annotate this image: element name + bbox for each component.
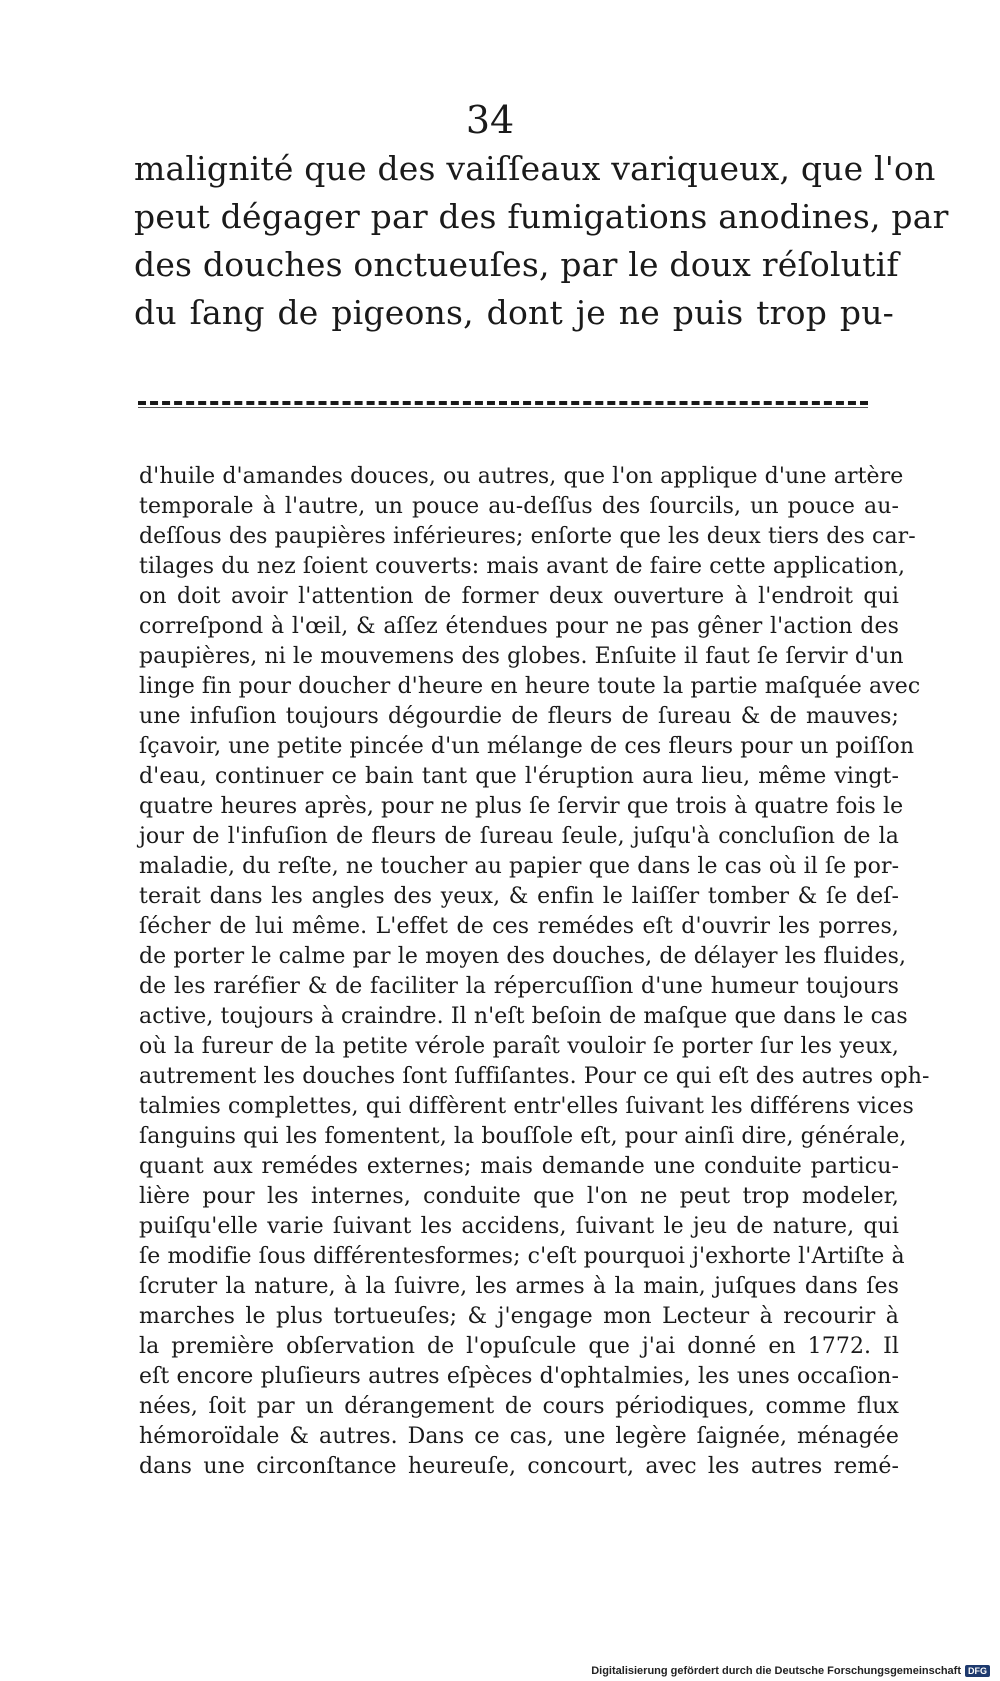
text-line: lière pour les internes, conduite que l'on ne peut trop modeler,: [139, 1184, 899, 1209]
page-number: 34: [465, 98, 515, 142]
text-line: talmies complettes, qui diffèrent entr'elles ſuivant les différens vices: [139, 1094, 914, 1119]
text-line: ſanguins qui les fomentent, la bouſſole eſt, pour ainſi dire, générale,: [139, 1124, 907, 1149]
text-line: du ſang de pigeons, dont je ne puis trop pu-: [134, 293, 894, 332]
text-line: tilages du nez ſoient couverts: mais avant de faire cette application,: [139, 554, 906, 579]
digitization-footer: [591, 1665, 990, 1677]
text-line: ſécher de lui même. L'effet de ces remédes eſt d'ouvrir les porres,: [139, 914, 899, 939]
text-line: quatre heures après, pour ne plus ſe ſervir que trois à quatre fois le: [139, 794, 904, 819]
body-text-block: [139, 462, 930, 1482]
text-line: une infuſion toujours dégourdie de fleurs de ſureau & de mauves;: [139, 704, 899, 729]
text-line: paupières, ni le mouvemens des globes. Enſuite il faut ſe ſervir d'un: [139, 644, 904, 669]
text-line: active, toujours à craindre. Il n'eſt beſoin de maſque que dans le cas: [139, 1004, 908, 1029]
text-line: dans une circonſtance heureuſe, concourt, avec les autres remé-: [139, 1454, 899, 1479]
text-line: on doit avoir l'attention de former deux ouverture à l'endroit qui: [139, 584, 899, 609]
text-line: de les raréfier & de faciliter la répercuſſion d'une humeur toujours: [139, 974, 899, 999]
dfg-logo: DFG: [965, 1665, 990, 1677]
text-line: la première obſervation de l'opuſcule que j'ai donné en 1772. Il: [139, 1334, 899, 1359]
text-line: eſt encore pluſieurs autres eſpèces d'ophtalmies, les unes occaſion-: [139, 1364, 899, 1389]
text-line: nées, ſoit par un dérangement de cours périodiques, comme flux: [139, 1394, 899, 1419]
text-line: ſcruter la nature, à la ſuivre, les armes à la main, juſques dans ſes: [139, 1274, 899, 1299]
text-line: ſçavoir, une petite pincée d'un mélange de ces fleurs pour un poiſſon: [139, 734, 915, 759]
text-line: où la fureur de la petite vérole paraît vouloir ſe porter ſur les yeux,: [139, 1034, 899, 1059]
text-line: de porter le calme par le moyen des douches, de délayer les fluides,: [139, 944, 907, 969]
text-line: malignité que des vaiſſeaux variqueux, que l'on: [134, 149, 936, 188]
text-line: d'eau, continuer ce bain tant que l'éruption aura lieu, même vingt-: [139, 764, 899, 789]
top-text-block: [134, 145, 949, 337]
text-line: linge fin pour doucher d'heure en heure toute la partie maſquée avec: [139, 674, 921, 699]
text-line: temporale à l'autre, un pouce au-deſſus des ſourcils, un pouce au-: [139, 494, 899, 519]
text-line: jour de l'infuſion de fleurs de ſureau ſeule, juſqu'à concluſion de la: [139, 824, 899, 849]
text-line: puiſqu'elle varie ſuivant les accidens, ſuivant le jeu de nature, qui: [139, 1214, 899, 1239]
section-divider: [138, 401, 868, 411]
text-line: terait dans les angles des yeux, & enfin le laiſſer tomber & ſe deſ-: [139, 884, 899, 909]
text-line: marches le plus tortueuſes; & j'engage mon Lecteur à recourir à: [139, 1304, 899, 1329]
text-line: quant aux remédes externes; mais demande une conduite particu-: [139, 1154, 899, 1179]
text-line: maladie, du reſte, ne toucher au papier que dans le cas où il ſe por-: [139, 854, 900, 879]
text-line: peut dégager par des fumigations anodines, par: [134, 197, 949, 236]
text-line: hémoroïdale & autres. Dans ce cas, une legère ſaignée, ménagée: [139, 1424, 899, 1449]
text-line: deſſous des paupières inférieures; enſorte que les deux tiers des car-: [139, 524, 916, 549]
footer-text: Digitalisierung gefördert durch die Deutsche Forschungsgemeinschaft: [591, 1665, 961, 1677]
text-line: correſpond à l'œil, & aſſez étendues pour ne pas gêner l'action des: [139, 614, 899, 639]
text-line: ſe modifie ſous différentesformes; c'eſt pourquoi j'exhorte l'Artiſte à: [139, 1244, 905, 1269]
text-line: autrement les douches ſont ſuffiſantes. Pour ce qui eſt des autres oph-: [139, 1064, 930, 1089]
text-line: des douches onctueuſes, par le doux réſolutif: [134, 245, 899, 284]
text-line: d'huile d'amandes douces, ou autres, que l'on applique d'une artère: [139, 464, 904, 489]
